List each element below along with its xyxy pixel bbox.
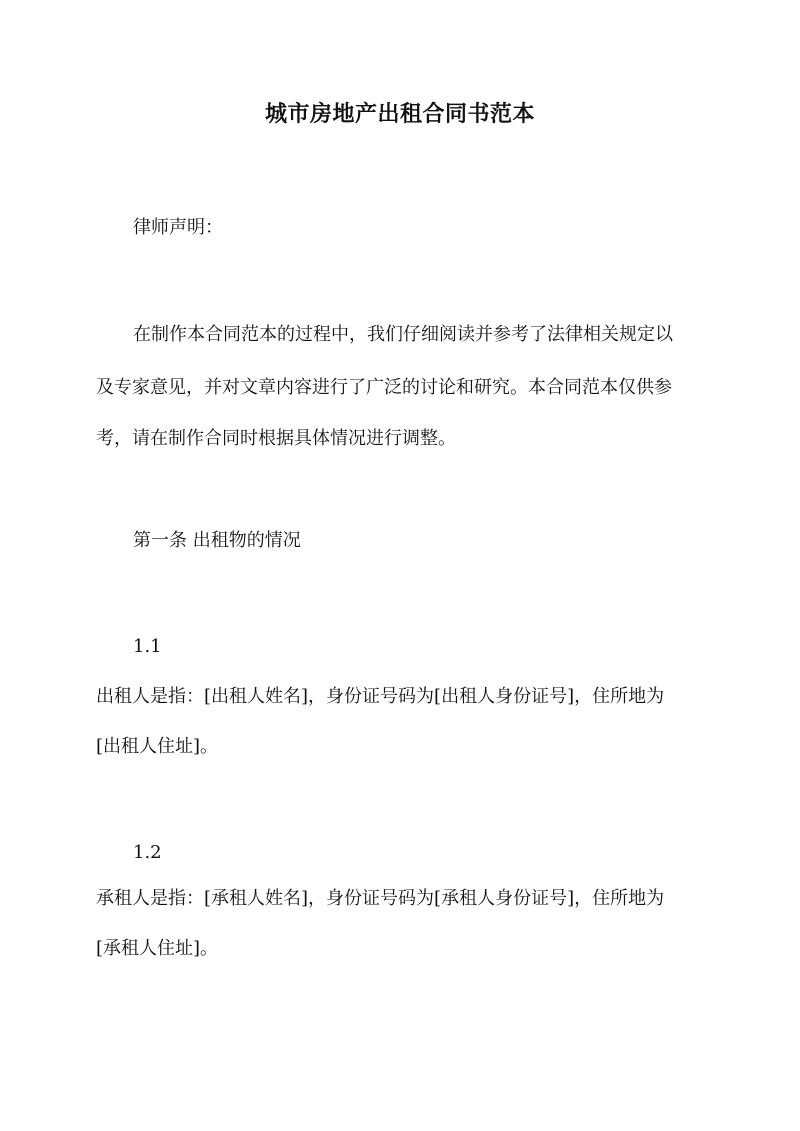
document-title: 城市房地产出租合同书范本: [264, 101, 535, 127]
lawyer-statement-heading: 律师声明：: [133, 217, 223, 238]
statement-line-3: 考，请在制作合同时根据具体情况进行调整。: [96, 428, 456, 449]
clause-1-1-line-2: [出租人住址]。: [96, 736, 219, 757]
statement-line-2: 及专家意见，并对文章内容进行了广泛的讨论和研究。本合同范本仅供参: [96, 377, 672, 398]
clause-1-1-number: 1.1: [133, 636, 162, 657]
clause-1-1-line-1: 出租人是指：[出租人姓名]，身份证号码为[出租人身份证号]，住所地为: [96, 686, 665, 707]
clause-1-2-line-1: 承租人是指：[承租人姓名]，身份证号码为[承租人身份证号]，住所地为: [96, 888, 665, 909]
article-1-heading: 第一条 出租物的情况: [133, 530, 301, 551]
clause-1-2-line-2: [承租人住址]。: [96, 938, 219, 959]
clause-1-2-number: 1.2: [133, 842, 162, 863]
statement-line-1: 在制作本合同范本的过程中，我们仔细阅读并参考了法律相关规定以: [133, 324, 673, 345]
